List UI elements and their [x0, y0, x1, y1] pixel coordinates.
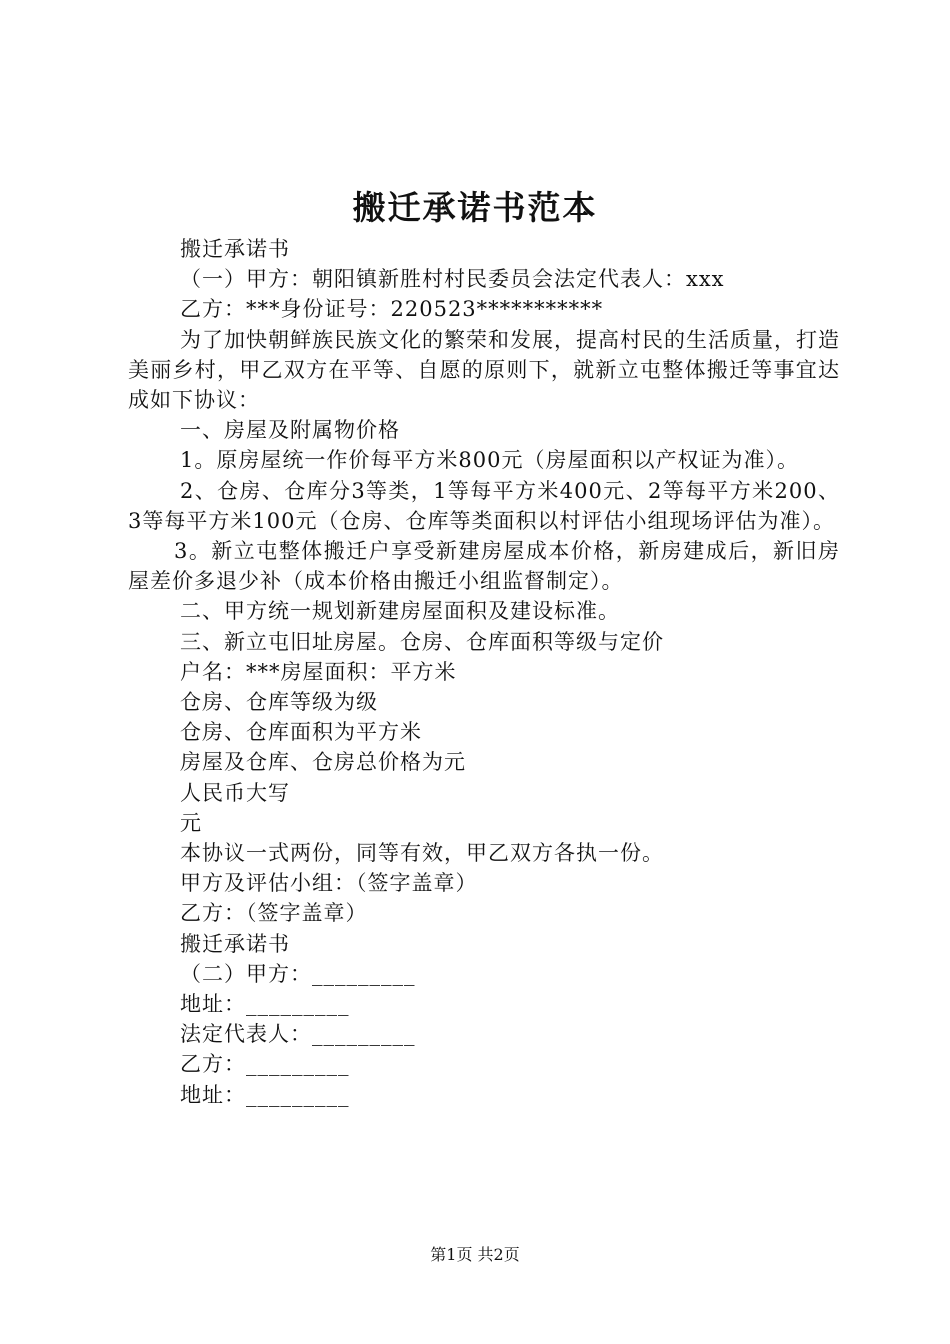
- party-a-signature-line: 甲方及评估小组：（签字盖章）: [180, 871, 478, 896]
- address-line-a: 地址：_________: [180, 992, 350, 1017]
- intro-paragraph: 为了加快朝鲜族民族文化的繁荣和发展，提高村民的生活质量，打造美丽乡村，甲乙双方在平等、自愿的原则下，就新立屯整体搬迁等事宜达成如下协议：: [128, 327, 840, 413]
- warehouse-area-line: 仓房、仓库面积为平方米: [180, 720, 422, 745]
- yuan-line: 元: [180, 810, 202, 835]
- heading-commitment-1: 搬迁承诺书: [180, 237, 290, 261]
- legal-representative-line: 法定代表人：_________: [180, 1022, 416, 1047]
- household-name-line: 户名：***房屋面积：平方米: [180, 659, 457, 684]
- clause-2: 2、仓房、仓库分3等类，1等每平方米400元、2等每平方米200、3等每平方米100元（仓房、仓库等类面积以村评估小组现场评估为准）。: [128, 478, 840, 533]
- section-3-heading: 三、新立屯旧址房屋。仓房、仓库面积等级与定价: [180, 629, 664, 654]
- document-title: 搬迁承诺书范本: [352, 188, 598, 227]
- heading-commitment-2: 搬迁承诺书: [180, 931, 290, 956]
- clause-1: 1。原房屋统一作价每平方米800元（房屋面积以产权证为准）。: [180, 448, 799, 473]
- total-price-line: 房屋及仓库、仓房总价格为元: [180, 750, 466, 775]
- section-2-heading: 二、甲方统一规划新建房屋面积及建设标准。: [180, 599, 620, 624]
- party-b-signature-line: 乙方：（签字盖章）: [180, 901, 368, 926]
- document-body: [128, 234, 840, 1110]
- page-number-footer: 第1页 共2页: [430, 1245, 520, 1264]
- section-1-heading: 一、房屋及附属物价格: [180, 418, 400, 443]
- clause-3: 3。新立屯整体搬迁户享受新建房屋成本价格，新房建成后，新旧房屋差价多退少补（成本价格由搬迁小组监督制定）。: [128, 539, 840, 594]
- party-b-line-1: 乙方：***身份证号：220523***********: [180, 297, 604, 322]
- rmb-uppercase-line: 人民币大写: [180, 780, 290, 805]
- address-line-b: 地址：_________: [180, 1082, 350, 1107]
- party-a-line-2: （二）甲方：_________: [180, 961, 416, 986]
- party-b-line-2: 乙方：_________: [180, 1052, 350, 1077]
- copies-clause: 本协议一式两份，同等有效，甲乙双方各执一份。: [180, 841, 664, 866]
- warehouse-grade-line: 仓房、仓库等级为级: [180, 690, 378, 715]
- party-a-line-1: （一）甲方：朝阳镇新胜村村民委员会法定代表人：xxx: [180, 267, 725, 292]
